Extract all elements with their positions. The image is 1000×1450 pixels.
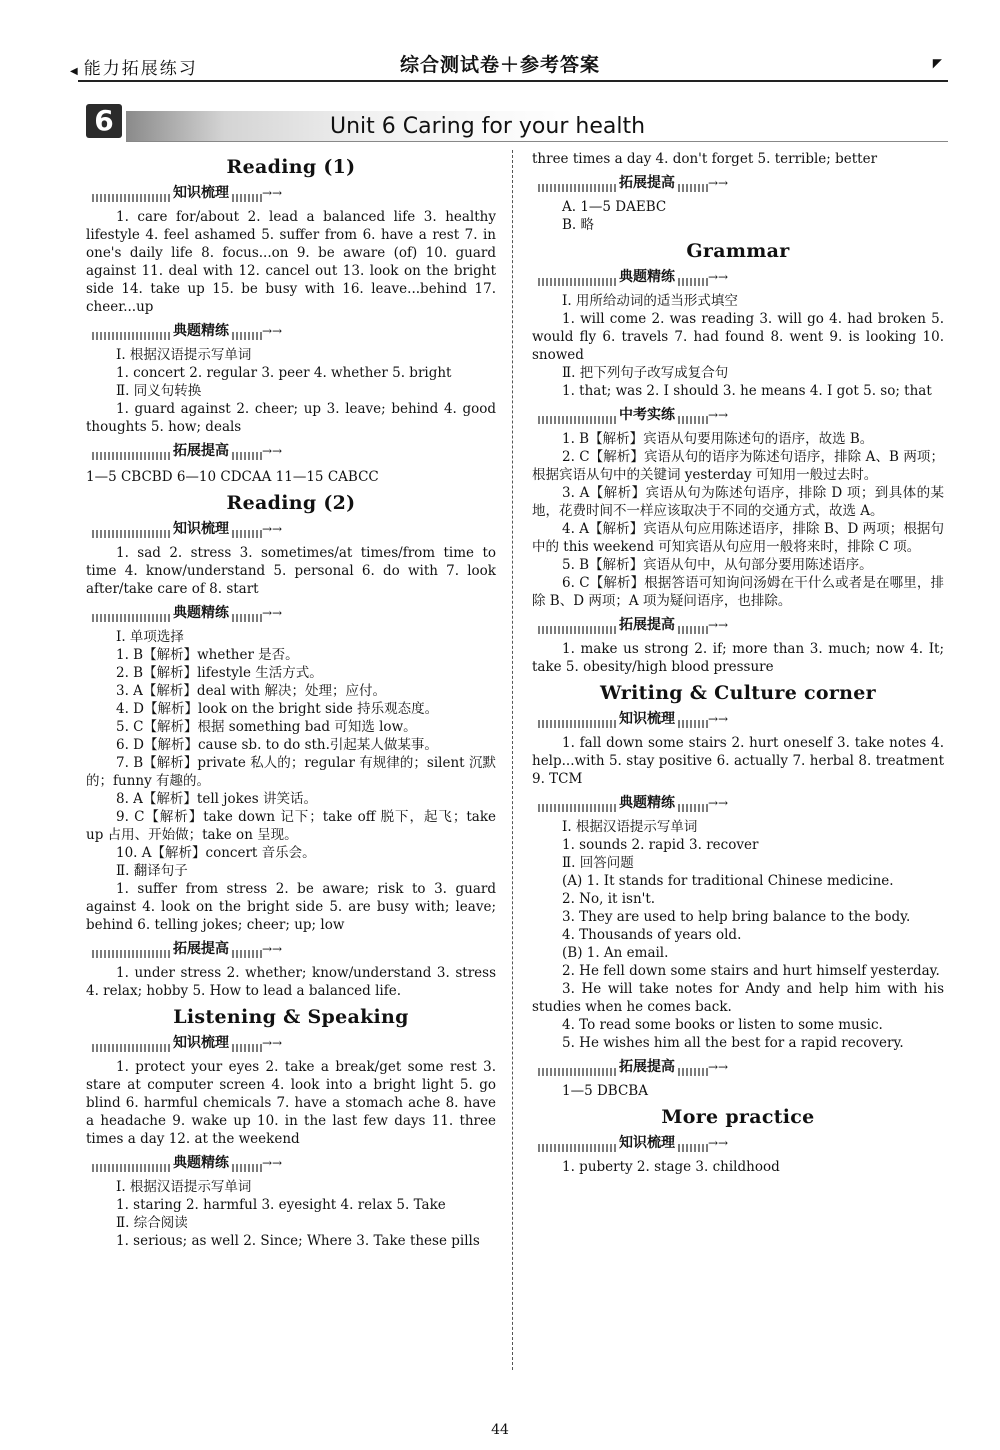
explanation-item: 4. A【解析】宾语从句应用陈述语序，排除 B、D 两项；根据句中的 this weekend 可知宾语从句应用一般将来时，排除 C 项。 [532, 521, 944, 555]
answer-item: 2. He fell down some stairs and hurt himself yesterday. [562, 963, 940, 979]
answer-text: 1. sad 2. stress 3. sometimes/at times/from time to time 4. know/understand 5. personal 6. do with 7. look after/take care of 8. start [86, 545, 496, 597]
header-title: 综合测试卷＋参考答案 [399, 54, 600, 76]
answer-item: (B) 1. An email. [562, 945, 669, 961]
subsection-heading: 拓展提高 →→ [92, 938, 496, 960]
question-type-heading: Ⅰ. 根据汉语提示写单词 [562, 819, 698, 835]
subsection-heading: 拓展提高 →→ [538, 614, 944, 636]
question-type-heading: Ⅱ. 同义句转换 [116, 383, 202, 399]
arrow-icon: →→ [262, 324, 283, 338]
question-type-heading: Ⅱ. 综合阅读 [116, 1215, 188, 1231]
answer-text: 1. that; was 2. I should 3. he means 4. I got 5. so; that [562, 383, 932, 399]
section-title: Reading (1) [226, 156, 356, 178]
explanation-item: 7. B【解析】private 私人的；regular 有规律的；silent 沉默的；funny 有趣的。 [86, 755, 496, 789]
arrow-icon: →→ [262, 1036, 283, 1050]
answer-item: 4. Thousands of years old. [562, 927, 742, 943]
subsection-heading: 典题精练 →→ [538, 266, 944, 288]
unit-title: Unit 6 Caring for your health [330, 114, 646, 139]
subsection-heading: 典题精练 →→ [92, 320, 496, 342]
answer-item: 3. He will take notes for Andy and help him with his studies when he comes back. [532, 981, 944, 1015]
explanation-item: 2. C【解析】宾语从句的语序为陈述句语序，排除 A、B 两项；根据宾语从句中的关键词 yesterday 可知用一般过去时。 [532, 449, 944, 483]
subsection-heading: 拓展提高 →→ [92, 440, 496, 462]
section-title: Grammar [686, 240, 790, 262]
section-title: Reading (2) [226, 492, 356, 514]
subsection-heading: 知识梳理 →→ [92, 182, 496, 204]
subsection-heading: 典题精练 →→ [538, 792, 944, 814]
explanation-item: 10. A【解析】concert 音乐会。 [116, 845, 316, 861]
arrow-icon: →→ [708, 1060, 729, 1074]
explanation-item: 1. B【解析】whether 是否。 [116, 647, 299, 663]
arrow-icon: →→ [262, 606, 283, 620]
explanation-item: 1. B【解析】宾语从句要用陈述句的语序，故选 B。 [562, 431, 874, 447]
subsection-heading: 知识梳理 →→ [538, 1132, 944, 1154]
explanation-item: 3. A【解析】宾语从句为陈述句语序，排除 D 项；到具体的某地，花费时间不一样应该取决于不同的交通方式，故选 A。 [532, 485, 944, 519]
arrow-icon: →→ [708, 176, 729, 190]
subsection-heading: 拓展提高 →→ [538, 172, 944, 194]
arrow-icon: →→ [262, 444, 283, 458]
subsection-heading: 中考实练 →→ [538, 404, 944, 426]
question-type-heading: Ⅱ. 把下列句子改写成复合句 [562, 365, 729, 381]
answer-item: (A) 1. It stands for traditional Chinese medicine. [562, 873, 894, 889]
answer-text: 1. sounds 2. rapid 3. recover [562, 837, 759, 853]
explanation-item: 4. D【解析】look on the bright side 持乐观态度。 [116, 701, 439, 717]
section-title: More practice [661, 1106, 815, 1128]
subsection-heading: 典题精练 →→ [92, 602, 496, 624]
explanation-item: 6. C【解析】根据答语可知询问汤姆在干什么或者是在哪里，排除 B、D 两项；A 项为疑问语序，也排除。 [532, 575, 944, 609]
arrow-icon: →→ [708, 270, 729, 284]
page-number: 44 [491, 1422, 509, 1438]
answer-text: 1. concert 2. regular 3. peer 4. whether 5. bright [116, 365, 452, 381]
answer-item: 4. To read some books or listen to some music. [562, 1017, 883, 1033]
answer-item: 3. They are used to help bring balance to the body. [562, 909, 911, 925]
arrow-icon: →→ [708, 796, 729, 810]
answer-text: B. 略 [562, 217, 595, 233]
answer-item: 2. No, it isn't. [562, 891, 656, 907]
triangle-left-icon: ◀ [70, 66, 80, 77]
corner-triangle-icon: ◤ [932, 56, 942, 70]
answer-text: 1. will come 2. was reading 3. will go 4. had broken 5. would fly 6. travels 7. had found 8. went 9. is looking 10. snowed [532, 311, 944, 363]
subsection-heading: 知识梳理 →→ [92, 518, 496, 540]
answer-text: 1. guard against 2. cheer; up 3. leave; behind 4. good thoughts 5. how; deals [86, 401, 496, 435]
answer-text: 1. under stress 2. whether; know/understand 3. stress 4. relax; hobby 5. How to lead a balanced life. [86, 965, 496, 999]
question-type-heading: Ⅱ. 翻译句子 [116, 863, 188, 879]
explanation-item: 9. C【解析】take down 记下；take off 脱下，起飞；take up 占用、开始做；take on 呈现。 [86, 809, 496, 843]
answer-text: 1. suffer from stress 2. be aware; risk to 3. guard against 4. look on the bright side 5. are busy with; leave; behind 6. telling jokes; cheer; up; low [86, 881, 496, 933]
answer-text: 1. make us strong 2. if; more than 3. much; now 4. It; take 5. obesity/high blood pressure [532, 641, 944, 675]
answer-text: 1. protect your eyes 2. take a break/get some rest 3. stare at computer screen 4. look into a bright light 5. go blind 6. harmful chemicals 7. have a stomach ache 8. have a headache 9. wake up 10. in the last few days 11. three times a day 12. at the weekend [86, 1059, 496, 1147]
section-title: Writing & Culture corner [599, 682, 876, 704]
arrow-icon: →→ [262, 942, 283, 956]
answer-text: 1. serious; as well 2. Since; Where 3. Take these pills [116, 1233, 480, 1249]
answer-text: three times a day 4. don't forget 5. terrible; better [532, 151, 878, 167]
question-type-heading: Ⅰ. 根据汉语提示写单词 [116, 347, 252, 363]
answer-text: 1. puberty 2. stage 3. childhood [562, 1159, 780, 1175]
explanation-item: 3. A【解析】deal with 解决；处理；应付。 [116, 683, 386, 699]
explanation-item: 2. B【解析】lifestyle 生活方式。 [116, 665, 323, 681]
arrow-icon: →→ [708, 408, 729, 422]
answer-text: 1. staring 2. harmful 3. eyesight 4. relax 5. Take [116, 1197, 446, 1213]
unit-number-badge: 6 [86, 104, 122, 138]
subsection-heading: 拓展提高 →→ [538, 1056, 944, 1078]
arrow-icon: →→ [708, 1136, 729, 1150]
arrow-icon: →→ [262, 186, 283, 200]
answer-text: 1—5 DBCBA [562, 1083, 648, 1099]
explanation-item: 5. C【解析】根据 something bad 可知选 low。 [116, 719, 417, 735]
arrow-icon: →→ [262, 1156, 283, 1170]
answer-item: 5. He wishes him all the best for a rapid recovery. [562, 1035, 904, 1051]
subsection-heading: 典题精练 →→ [92, 1152, 496, 1174]
subsection-heading: 知识梳理 →→ [92, 1032, 496, 1054]
question-type-heading: Ⅱ. 回答问题 [562, 855, 634, 871]
arrow-icon: →→ [708, 618, 729, 632]
book-series-title: ◀ 能力拓展练习 [70, 59, 198, 79]
explanation-item: 5. B【解析】宾语从句中，从句部分要用陈述语序。 [562, 557, 873, 573]
question-type-heading: Ⅰ. 用所给动词的适当形式填空 [562, 293, 738, 309]
arrow-icon: →→ [262, 522, 283, 536]
answer-text: 1. care for/about 2. lead a balanced life 3. healthy lifestyle 4. feel ashamed 5. suffer from 6. have a rest 7. in one's daily life 8. focus...on 9. be aware (of) 10. guard against 11. deal with 12. cancel out 13. look on the bright side 14. take up 15. be busy with 16. leave...behind 17. cheer...up [86, 209, 496, 315]
subsection-heading: 知识梳理 →→ [538, 708, 944, 730]
answer-text: A. 1—5 DAEBC [562, 199, 667, 215]
answer-text: 1. fall down some stairs 2. hurt oneself 3. take notes 4. help...with 5. stay positive 6. actually 7. herbal 8. treatment 9. TCM [532, 735, 944, 787]
arrow-icon: →→ [708, 712, 729, 726]
right-column [532, 150, 944, 1176]
header-rule [78, 80, 948, 82]
question-type-heading: Ⅰ. 单项选择 [116, 629, 184, 645]
explanation-item: 6. D【解析】cause sb. to do sth.引起某人做某事。 [116, 737, 438, 753]
answer-text: 1—5 CBCBD 6—10 CDCAA 11—15 CABCC [86, 469, 379, 485]
column-divider [512, 150, 513, 1370]
left-column [86, 150, 496, 1250]
question-type-heading: Ⅰ. 根据汉语提示写单词 [116, 1179, 252, 1195]
explanation-item: 8. A【解析】tell jokes 讲笑话。 [116, 791, 317, 807]
section-title: Listening & Speaking [173, 1006, 409, 1028]
